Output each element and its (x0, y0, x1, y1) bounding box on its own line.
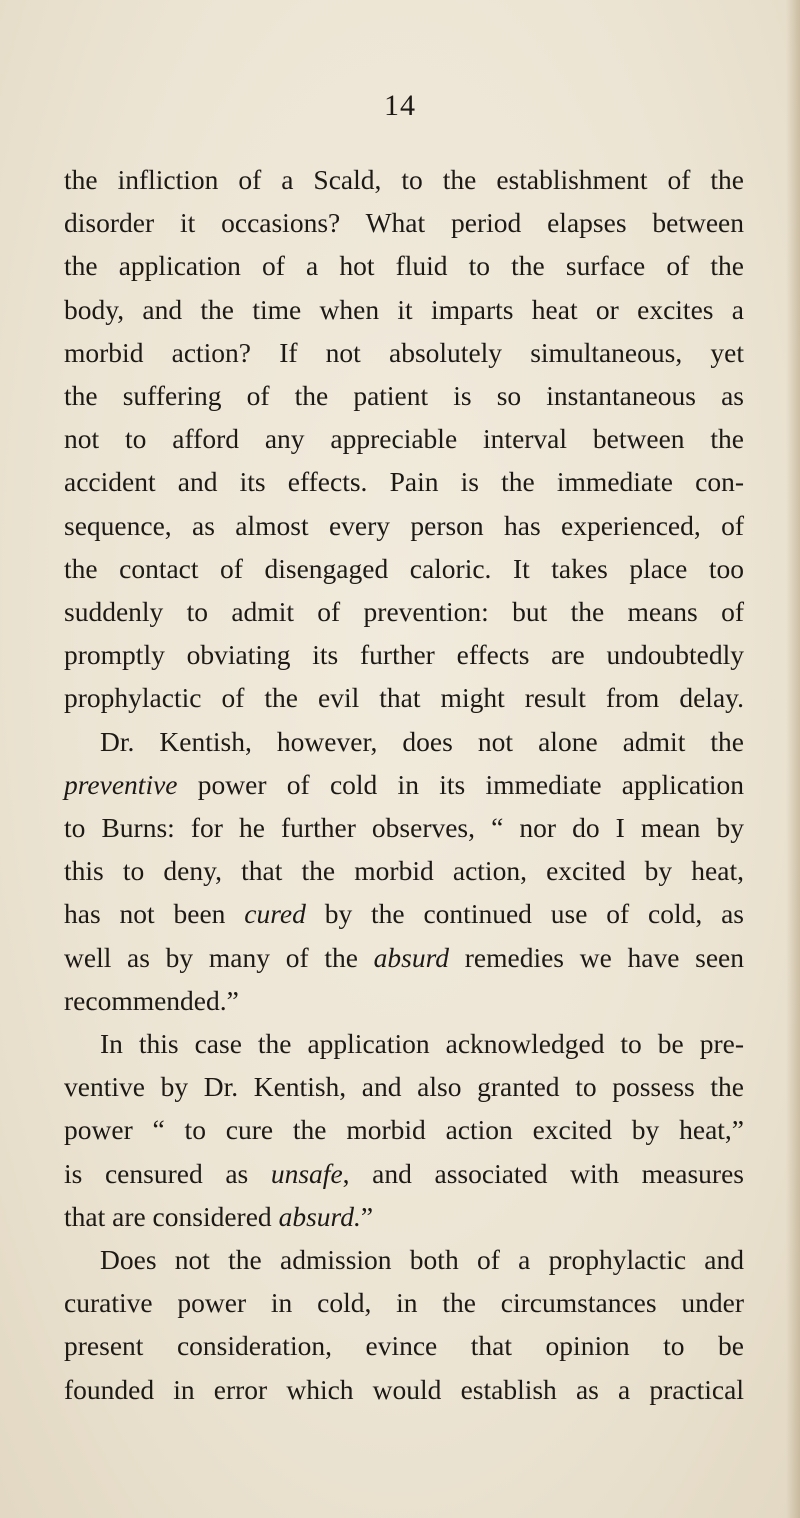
page-number: 14 (384, 89, 416, 122)
text-line: recommended.” (64, 984, 239, 1016)
text-run: ” (360, 1200, 374, 1232)
text-line: power “ to cure the morbid action excited by heat,” (64, 1114, 744, 1146)
text-line: In this case the application acknowledged to be pre- (100, 1028, 744, 1060)
text-run: remedies we have seen (449, 941, 744, 973)
text-line: Does not the admission both of a prophylactic and (100, 1244, 744, 1276)
text-line: to Burns: for he further observes, “ nor do I mean by (64, 812, 744, 844)
italic-word: cured (244, 898, 306, 930)
text-run: that are considered (64, 1200, 279, 1232)
italic-word: absurd (373, 941, 450, 973)
text-line: accident and its effects. Pain is the immediate con- (64, 466, 744, 498)
text-line: present consideration, evince that opinion to be (64, 1330, 744, 1362)
text-line: prophylactic of the evil that might result from delay. (64, 682, 744, 714)
text-line: body, and the time when it imparts heat or excites a (64, 293, 744, 325)
text-line: ventive by Dr. Kentish, and also granted to possess the (64, 1071, 744, 1103)
italic-word: unsafe (270, 1157, 343, 1189)
text-line (64, 763, 744, 806)
text-line: founded in error which would establish as a practical (64, 1373, 744, 1405)
text-line: promptly obviating its further effects are undoubtedly (64, 639, 744, 671)
text-line: sequence, as almost every person has experienced, of (64, 509, 744, 541)
italic-word: preventive (64, 768, 178, 800)
text-line: the contact of disengaged caloric. It takes place too (64, 552, 744, 584)
italic-word: absurd. (278, 1200, 361, 1232)
text-line: the infliction of a Scald, to the establishment of the (64, 164, 744, 195)
text-run: well as by many of the (64, 941, 374, 973)
text-run: Dr. Kentish, however, does not alone admit the (100, 725, 744, 757)
text-run: has not been (64, 898, 245, 930)
text-line: curative power in cold, in the circumstances under (64, 1287, 744, 1319)
body-text (64, 158, 744, 1411)
text-line: not to afford any appreciable interval between the (64, 423, 744, 455)
text-run: power of cold in its immediate application (177, 768, 744, 800)
text-line: morbid action? If not absolutely simultaneous, yet (64, 336, 744, 368)
page-edge-shadow (786, 0, 800, 1518)
text-line (64, 936, 744, 979)
text-line: the application of a hot fluid to the surface of the (64, 250, 744, 282)
text-line (64, 1152, 744, 1195)
text-line (64, 720, 744, 763)
text-line: this to deny, that the morbid action, excited by heat, (64, 855, 744, 887)
text-line (64, 892, 744, 935)
text-line (64, 1195, 744, 1238)
text-line: disorder it occasions? What period elapses between (64, 207, 744, 239)
text-run: by the continued use of cold, as (305, 898, 744, 930)
text-run: is censured as (64, 1157, 271, 1189)
text-line: the suffering of the patient is so instantaneous as (64, 380, 744, 412)
text-line: suddenly to admit of prevention: but the means of (64, 596, 744, 628)
text-run: , and associated with measures (342, 1157, 744, 1189)
